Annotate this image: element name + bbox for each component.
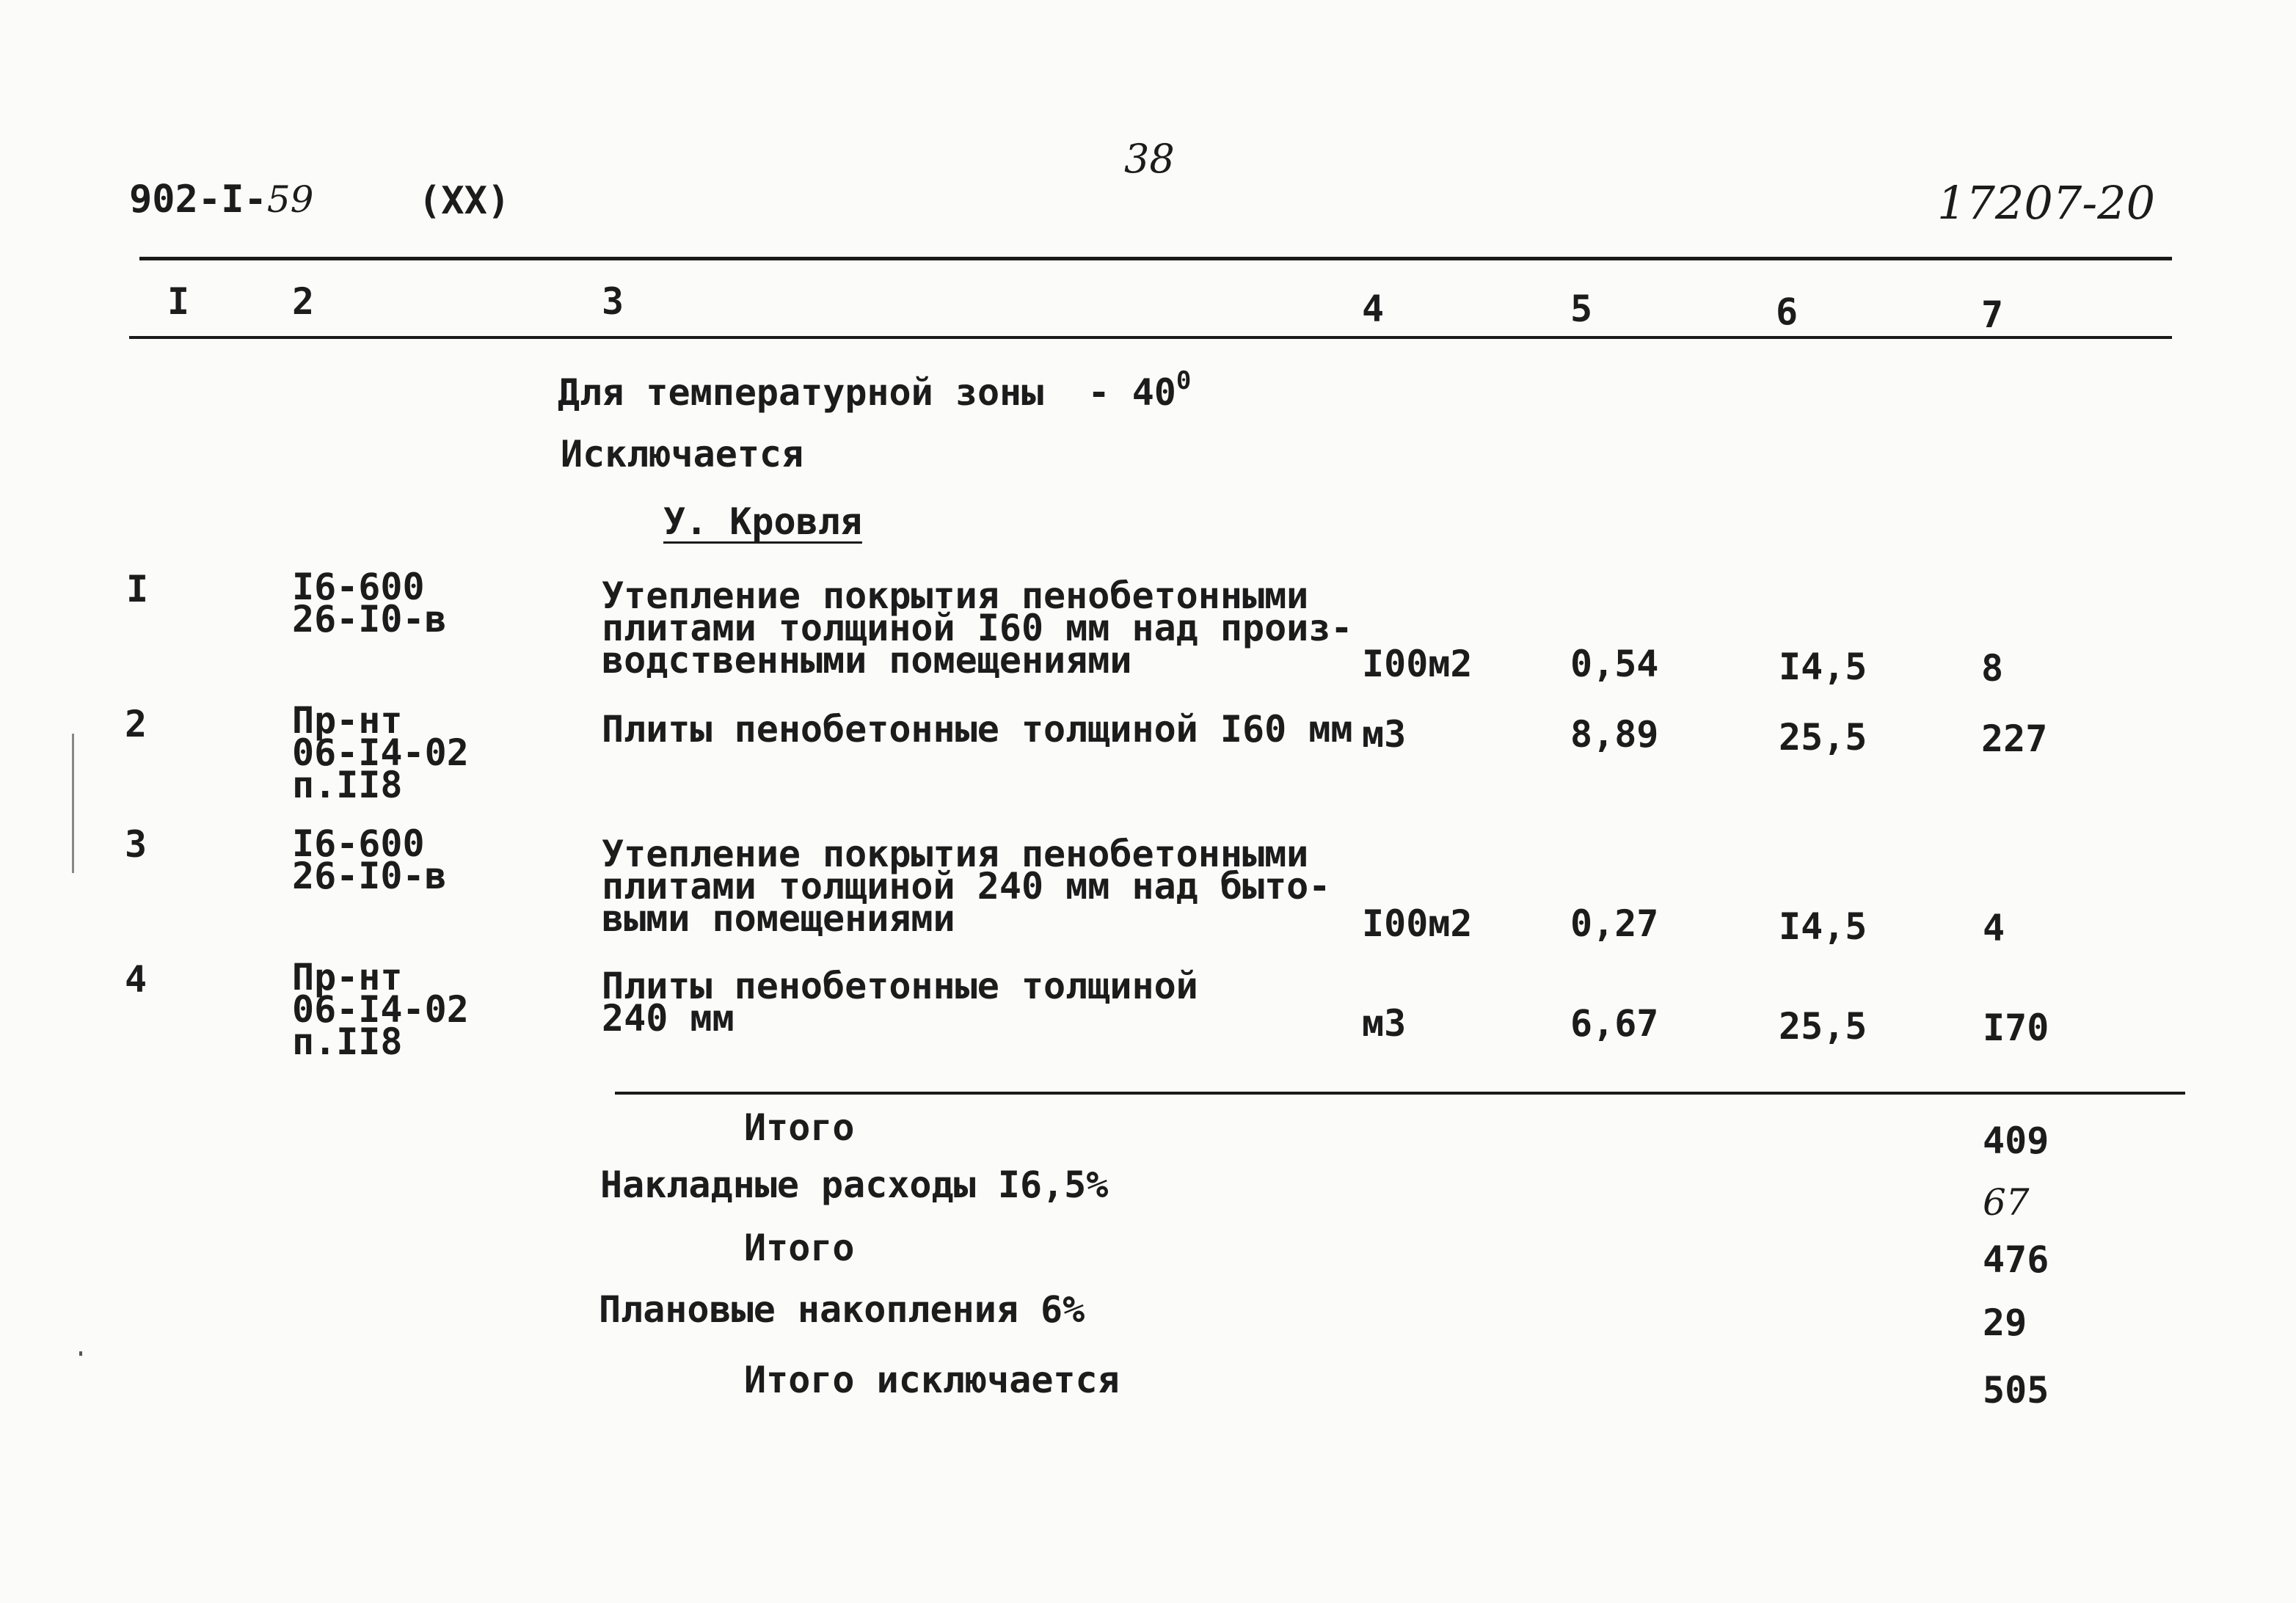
- summary-label: Плановые накопления 6%: [599, 1288, 1085, 1331]
- row-total: 4: [1983, 907, 2005, 949]
- row-total: 8: [1981, 647, 2004, 690]
- code-line: п.II8: [292, 764, 403, 806]
- column-header: 6: [1776, 291, 1798, 333]
- summary-value: 29: [1983, 1301, 2027, 1344]
- row-unit: I00м2: [1362, 902, 1473, 945]
- column-header: 4: [1362, 288, 1385, 330]
- row-quantity: 8,89: [1570, 713, 1659, 756]
- row-number: 3: [125, 823, 147, 866]
- summary-rule: [615, 1092, 2185, 1095]
- doc-code: [129, 178, 314, 222]
- zone-title: Для температурной зоны: [558, 371, 1044, 414]
- row-code: [292, 822, 447, 897]
- summary-value: 67: [1983, 1181, 2030, 1224]
- row-description: [602, 965, 1198, 1040]
- code-line: 06-I4-02: [292, 731, 469, 774]
- row-quantity: 0,27: [1570, 902, 1659, 945]
- desc-line: выми помещениями: [602, 897, 955, 940]
- desc-line: Утепление покрытия пенобетонными: [602, 574, 1309, 617]
- column-header: 5: [1570, 288, 1593, 330]
- code-line: I6-600: [292, 822, 425, 865]
- code-line: 26-I0-в: [292, 598, 447, 640]
- row-description: [602, 574, 1353, 682]
- table-top-rule: [139, 257, 2172, 260]
- code-line: 06-I4-02: [292, 988, 469, 1031]
- row-total: 227: [1981, 717, 2048, 760]
- page-number: 38: [1124, 136, 1175, 182]
- row-quantity: 6,67: [1570, 1002, 1659, 1045]
- row-price: 25,5: [1779, 1005, 1867, 1048]
- zone-value: - 40: [1087, 371, 1176, 414]
- summary-label: Итого исключается: [744, 1359, 1120, 1401]
- code-line: I6-600: [292, 566, 425, 608]
- column-header: 2: [292, 280, 315, 323]
- row-description: [602, 708, 1353, 751]
- desc-line: Плиты пенобетонные толщиной I60 мм: [602, 708, 1353, 751]
- row-number: 4: [125, 958, 147, 1001]
- summary-label: Накладные расходы I6,5%: [600, 1164, 1109, 1206]
- row-unit: м3: [1362, 1002, 1407, 1045]
- column-header: I: [167, 280, 190, 323]
- row-number: 2: [125, 703, 147, 745]
- code-line: Пр-нт: [292, 956, 403, 998]
- summary-label: Итого: [744, 1106, 855, 1149]
- column-header: 3: [602, 280, 624, 323]
- row-unit: I00м2: [1362, 643, 1473, 685]
- row-code: [292, 699, 469, 806]
- code-line: Пр-нт: [292, 699, 403, 742]
- row-quantity: 0,54: [1570, 643, 1659, 685]
- desc-line: Утепление покрытия пенобетонными: [602, 833, 1309, 875]
- row-description: [602, 833, 1331, 940]
- desc-line: плитами толщиной 240 мм над быто-: [602, 865, 1331, 908]
- code-line: п.II8: [292, 1020, 403, 1063]
- code-line: 26-I0-в: [292, 855, 447, 897]
- row-total: I70: [1983, 1007, 2049, 1049]
- sheet-code: 17207-20: [1937, 176, 2156, 230]
- row-price: I4,5: [1779, 646, 1867, 688]
- summary-value: 505: [1983, 1369, 2049, 1412]
- summary-label: Итого: [744, 1227, 855, 1269]
- excluded-label: Исключается: [561, 433, 804, 475]
- row-price: 25,5: [1779, 716, 1867, 759]
- desc-line: Плиты пенобетонные толщиной: [602, 965, 1198, 1007]
- scan-mark: [72, 734, 74, 873]
- doc-code-prefix: 902-I-: [129, 178, 267, 222]
- scan-dot: [79, 1351, 82, 1356]
- table-header-rule: [129, 336, 2172, 339]
- row-number: I: [126, 568, 149, 610]
- row-code: [292, 566, 447, 640]
- row-price: I4,5: [1779, 905, 1867, 948]
- desc-line: плитами толщиной I60 мм над произ-: [602, 607, 1353, 649]
- zone-title-line: [558, 366, 1192, 414]
- doc-code-handwritten: 59: [266, 178, 314, 221]
- column-header: 7: [1981, 293, 2004, 336]
- row-code: [292, 956, 469, 1063]
- summary-value: 476: [1983, 1238, 2049, 1281]
- desc-line: 240 мм: [602, 997, 735, 1040]
- summary-value: 409: [1983, 1120, 2049, 1162]
- desc-line: водственными помещениями: [602, 639, 1132, 682]
- zone-degree: 0: [1176, 366, 1192, 395]
- row-unit: м3: [1362, 713, 1407, 756]
- section-title: У. Кровля: [663, 500, 862, 543]
- series-code: (XX): [418, 179, 511, 223]
